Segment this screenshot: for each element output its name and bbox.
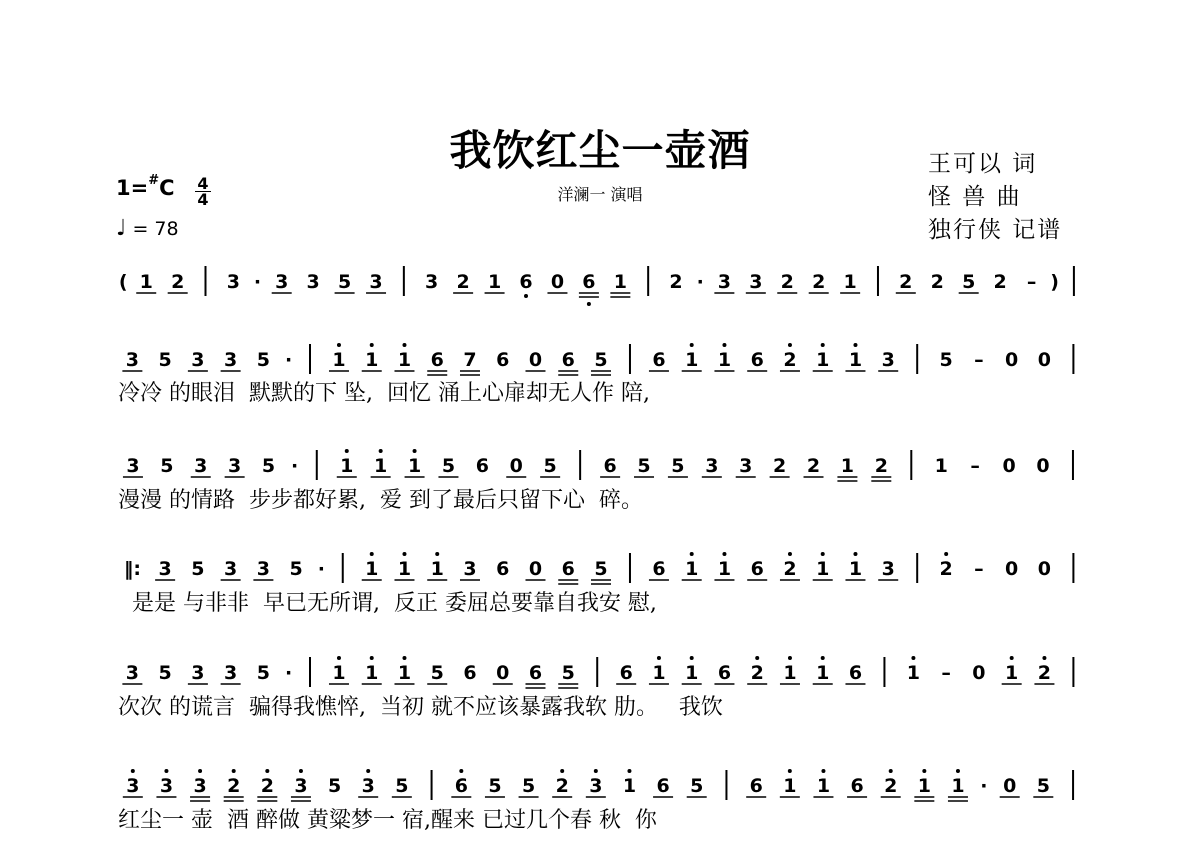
note-0: 0 xyxy=(528,349,543,371)
note-0: 0 xyxy=(509,455,523,477)
note-6: 6 xyxy=(475,455,489,477)
note-5: 5 xyxy=(395,775,409,797)
time-signature-top: 4 xyxy=(195,176,211,192)
note-1: 1 xyxy=(917,775,931,797)
note-1: 1 xyxy=(1005,662,1019,684)
high-octave-dot xyxy=(821,769,825,773)
high-octave-dot xyxy=(889,769,893,773)
note-dash: – xyxy=(941,662,951,684)
note-3: 3 xyxy=(126,775,140,797)
note-0: 0 xyxy=(1005,349,1019,371)
lyric-line-1: 冷冷 的眼泪 默默的下 坠, 回忆 涌上心扉却无人作 陪, xyxy=(118,381,650,406)
note-3: 3 xyxy=(126,455,140,477)
note-6: 6 xyxy=(454,775,468,797)
high-octave-dot xyxy=(1010,656,1014,660)
note-1: 1 xyxy=(685,662,699,684)
note-3: 3 xyxy=(256,558,271,580)
lyric-line-4: 次次 的谎言 骗得我憔悴, 当初 就不应该暴露我软 肋。 我饮 xyxy=(118,695,723,720)
tempo-value: = 78 xyxy=(132,218,179,240)
high-octave-dot xyxy=(690,552,694,556)
high-octave-dot xyxy=(232,769,236,773)
note-3: 3 xyxy=(226,271,240,293)
high-octave-dot xyxy=(198,769,202,773)
note-3: 3 xyxy=(749,271,763,293)
lyric-line-3: 是是 与非非 早已无所谓, 反正 委屈总要靠自我安 慰, xyxy=(118,591,657,616)
note-5: 5 xyxy=(256,349,271,371)
note-1: 1 xyxy=(717,349,732,371)
high-octave-dot xyxy=(821,343,825,347)
note-3: 3 xyxy=(193,775,207,797)
lyric-line-2: 漫漫 的情路 步步都好累, 爱 到了最后只留下心 碎。 xyxy=(118,488,643,513)
note-0: 0 xyxy=(1037,349,1052,371)
quarter-note-icon: ♩ xyxy=(116,216,127,241)
note-3: 3 xyxy=(224,662,238,684)
note-dash: – xyxy=(974,558,984,580)
note-3: 3 xyxy=(228,455,242,477)
notation-svg xyxy=(0,262,1200,308)
high-octave-dot xyxy=(922,769,926,773)
note-5: 5 xyxy=(289,558,303,580)
note-2: 2 xyxy=(780,271,794,293)
high-octave-dot xyxy=(956,769,960,773)
note-dot: · xyxy=(291,455,299,477)
high-octave-dot xyxy=(722,552,726,556)
high-octave-dot xyxy=(337,343,341,347)
high-octave-dot xyxy=(402,343,406,347)
note-5: 5 xyxy=(488,775,502,797)
high-octave-dot xyxy=(560,769,564,773)
note-2: 2 xyxy=(783,349,797,371)
note-5: 5 xyxy=(327,775,342,797)
note-3: 3 xyxy=(739,455,753,477)
note-1: 1 xyxy=(407,455,422,477)
note-6: 6 xyxy=(848,662,863,684)
note-5: 5 xyxy=(158,349,172,371)
note-1: 1 xyxy=(139,271,153,293)
note-6: 6 xyxy=(656,775,670,797)
note-3: 3 xyxy=(463,558,477,580)
note-5: 5 xyxy=(939,349,953,371)
time-signature-bottom: 4 xyxy=(197,190,209,209)
note-5: 5 xyxy=(261,455,276,477)
high-octave-dot xyxy=(299,769,303,773)
high-octave-dot xyxy=(131,769,135,773)
low-octave-dot xyxy=(587,302,591,306)
note-6: 6 xyxy=(717,662,732,684)
note-6: 6 xyxy=(519,271,533,293)
note-5: 5 xyxy=(561,662,575,684)
note-2: 2 xyxy=(555,775,569,797)
note-2: 2 xyxy=(993,271,1007,293)
note-3: 3 xyxy=(425,271,439,293)
note-3: 3 xyxy=(881,349,895,371)
note-3: 3 xyxy=(158,558,172,580)
note-3: 3 xyxy=(224,558,238,580)
note-1: 1 xyxy=(848,349,863,371)
high-octave-dot xyxy=(345,449,349,453)
note-6: 6 xyxy=(561,349,575,371)
note-1: 1 xyxy=(430,558,444,580)
note-dash: – xyxy=(1026,271,1037,293)
note-5: 5 xyxy=(160,455,174,477)
high-octave-dot xyxy=(265,769,269,773)
note-dot: · xyxy=(284,349,293,371)
note-5: 5 xyxy=(441,455,456,477)
note-6: 6 xyxy=(496,558,510,580)
note-2: 2 xyxy=(874,455,888,477)
key-note: C xyxy=(159,176,175,200)
note-6: 6 xyxy=(582,271,596,293)
note-1: 1 xyxy=(374,455,388,477)
high-octave-dot xyxy=(821,552,825,556)
note-6: 6 xyxy=(528,662,543,684)
note-1: 1 xyxy=(365,349,379,371)
note-3: 3 xyxy=(191,662,205,684)
note-6: 6 xyxy=(603,455,617,477)
note-1: 1 xyxy=(487,271,502,293)
note-2: 2 xyxy=(899,271,913,293)
tempo-marking xyxy=(116,216,179,241)
note-2: 2 xyxy=(750,662,764,684)
note-3: 3 xyxy=(125,349,139,371)
high-octave-dot xyxy=(722,343,726,347)
high-octave-dot xyxy=(788,343,792,347)
high-octave-dot xyxy=(366,769,370,773)
note-3: 3 xyxy=(705,455,719,477)
note-dot: · xyxy=(284,662,293,684)
high-octave-dot xyxy=(1042,656,1046,660)
note-0: 0 xyxy=(550,271,565,293)
note-1: 1 xyxy=(848,558,863,580)
high-octave-dot xyxy=(690,343,694,347)
note-1: 1 xyxy=(685,349,699,371)
note-2: 2 xyxy=(884,775,898,797)
note-2: 2 xyxy=(806,455,821,477)
transcriber-credit: 独行侠 记谱 xyxy=(928,217,1063,243)
note-1: 1 xyxy=(365,662,379,684)
note-6: 6 xyxy=(850,775,864,797)
note-5: 5 xyxy=(637,455,651,477)
lyric-line-5: 红尘一 壶 酒 醉做 黄粱梦一 宿,醒来 已过几个春 秋 你 xyxy=(118,808,657,833)
note-1: 1 xyxy=(332,349,346,371)
note-2: 2 xyxy=(772,455,787,477)
note-1: 1 xyxy=(622,775,637,797)
note-1: 1 xyxy=(397,662,412,684)
note-(: ( xyxy=(118,271,128,293)
high-octave-dot xyxy=(944,552,948,556)
note-6: 6 xyxy=(750,558,764,580)
high-octave-dot xyxy=(435,552,439,556)
note-1: 1 xyxy=(397,558,412,580)
note-3: 3 xyxy=(275,271,289,293)
note-1: 1 xyxy=(951,775,965,797)
high-octave-dot xyxy=(788,769,792,773)
high-octave-dot xyxy=(853,343,857,347)
note-6: 6 xyxy=(463,662,477,684)
note-1: 1 xyxy=(652,662,666,684)
note-2: 2 xyxy=(227,775,241,797)
note-6: 6 xyxy=(750,349,764,371)
key-prefix: 1= xyxy=(116,176,149,200)
note-1: 1 xyxy=(783,662,797,684)
note-): ) xyxy=(1050,271,1059,293)
high-octave-dot xyxy=(821,656,825,660)
note-6: 6 xyxy=(496,349,510,371)
note-1: 1 xyxy=(906,662,921,684)
note-1: 1 xyxy=(783,775,797,797)
note-3: 3 xyxy=(125,662,139,684)
high-octave-dot xyxy=(690,656,694,660)
notation-line-intro xyxy=(0,262,1200,308)
note-3: 3 xyxy=(194,455,208,477)
high-octave-dot xyxy=(370,343,374,347)
note-3: 3 xyxy=(294,775,308,797)
note-5: 5 xyxy=(671,455,685,477)
note-1: 1 xyxy=(816,662,830,684)
song-title: 我饮红尘一壶酒 xyxy=(449,126,751,175)
high-octave-dot xyxy=(337,656,341,660)
note-1: 1 xyxy=(840,455,855,477)
note-3: 3 xyxy=(224,349,238,371)
composer-credit: 怪 兽 曲 xyxy=(928,184,1022,210)
note-dash: – xyxy=(974,349,984,371)
note-0: 0 xyxy=(1005,558,1019,580)
note-1: 1 xyxy=(816,775,831,797)
note-3: 3 xyxy=(369,271,383,293)
note-5: 5 xyxy=(256,662,271,684)
note-1: 1 xyxy=(816,558,830,580)
note-1: 1 xyxy=(332,662,346,684)
note-5: 5 xyxy=(594,558,608,580)
note-1: 1 xyxy=(613,271,627,293)
high-octave-dot xyxy=(402,656,406,660)
sharp-sign: # xyxy=(148,173,160,188)
high-octave-dot xyxy=(755,656,759,660)
high-octave-dot xyxy=(594,769,598,773)
note-‖:: ‖: xyxy=(123,558,141,580)
note-6: 6 xyxy=(619,662,633,684)
note-3: 3 xyxy=(881,558,895,580)
high-octave-dot xyxy=(627,769,631,773)
note-7: 7 xyxy=(463,349,477,371)
note-6: 6 xyxy=(652,558,666,580)
high-octave-dot xyxy=(911,656,915,660)
note-dot: · xyxy=(253,271,262,293)
low-octave-dot xyxy=(524,294,528,298)
note-0: 0 xyxy=(528,558,543,580)
note-2: 2 xyxy=(171,271,185,293)
note-2: 2 xyxy=(783,558,797,580)
note-dot: · xyxy=(696,271,704,293)
high-octave-dot xyxy=(788,656,792,660)
high-octave-dot xyxy=(657,656,661,660)
note-5: 5 xyxy=(191,558,205,580)
note-dot: · xyxy=(980,775,988,797)
time-signature xyxy=(195,176,211,207)
note-3: 3 xyxy=(589,775,603,797)
note-2: 2 xyxy=(260,775,274,797)
note-2: 2 xyxy=(1037,662,1052,684)
high-octave-dot xyxy=(788,552,792,556)
note-0: 0 xyxy=(972,662,986,684)
note-0: 0 xyxy=(1036,455,1050,477)
note-1: 1 xyxy=(365,558,379,580)
note-5: 5 xyxy=(962,271,976,293)
note-dash: – xyxy=(970,455,980,477)
note-5: 5 xyxy=(337,271,352,293)
note-3: 3 xyxy=(361,775,375,797)
note-1: 1 xyxy=(934,455,948,477)
note-3: 3 xyxy=(191,349,205,371)
note-6: 6 xyxy=(561,558,575,580)
note-5: 5 xyxy=(158,662,172,684)
high-octave-dot xyxy=(413,449,417,453)
note-5: 5 xyxy=(430,662,444,684)
note-5: 5 xyxy=(521,775,536,797)
note-6: 6 xyxy=(430,349,444,371)
note-0: 0 xyxy=(1002,455,1016,477)
note-1: 1 xyxy=(397,349,412,371)
note-2: 2 xyxy=(930,271,944,293)
credits-block xyxy=(928,148,1062,247)
note-1: 1 xyxy=(340,455,354,477)
lyricist-credit: 王可以 词 xyxy=(928,151,1038,177)
note-1: 1 xyxy=(843,271,857,293)
note-0: 0 xyxy=(1037,558,1052,580)
note-0: 0 xyxy=(496,662,510,684)
note-3: 3 xyxy=(717,271,731,293)
note-6: 6 xyxy=(749,775,763,797)
note-5: 5 xyxy=(594,349,608,371)
high-octave-dot xyxy=(370,552,374,556)
note-5: 5 xyxy=(543,455,557,477)
note-6: 6 xyxy=(652,349,666,371)
high-octave-dot xyxy=(370,656,374,660)
note-3: 3 xyxy=(306,271,320,293)
note-2: 2 xyxy=(669,271,683,293)
note-2: 2 xyxy=(812,271,826,293)
high-octave-dot xyxy=(164,769,168,773)
note-5: 5 xyxy=(1036,775,1050,797)
high-octave-dot xyxy=(459,769,463,773)
note-dot: · xyxy=(317,558,325,580)
note-5: 5 xyxy=(690,775,704,797)
key-signature xyxy=(116,173,175,200)
singer-credit: 洋澜一 演唱 xyxy=(557,185,643,204)
note-1: 1 xyxy=(816,349,830,371)
note-1: 1 xyxy=(717,558,732,580)
note-3: 3 xyxy=(159,775,174,797)
high-octave-dot xyxy=(379,449,383,453)
note-0: 0 xyxy=(1003,775,1017,797)
note-1: 1 xyxy=(685,558,699,580)
high-octave-dot xyxy=(853,552,857,556)
high-octave-dot xyxy=(402,552,406,556)
note-2: 2 xyxy=(456,271,470,293)
note-2: 2 xyxy=(939,558,953,580)
